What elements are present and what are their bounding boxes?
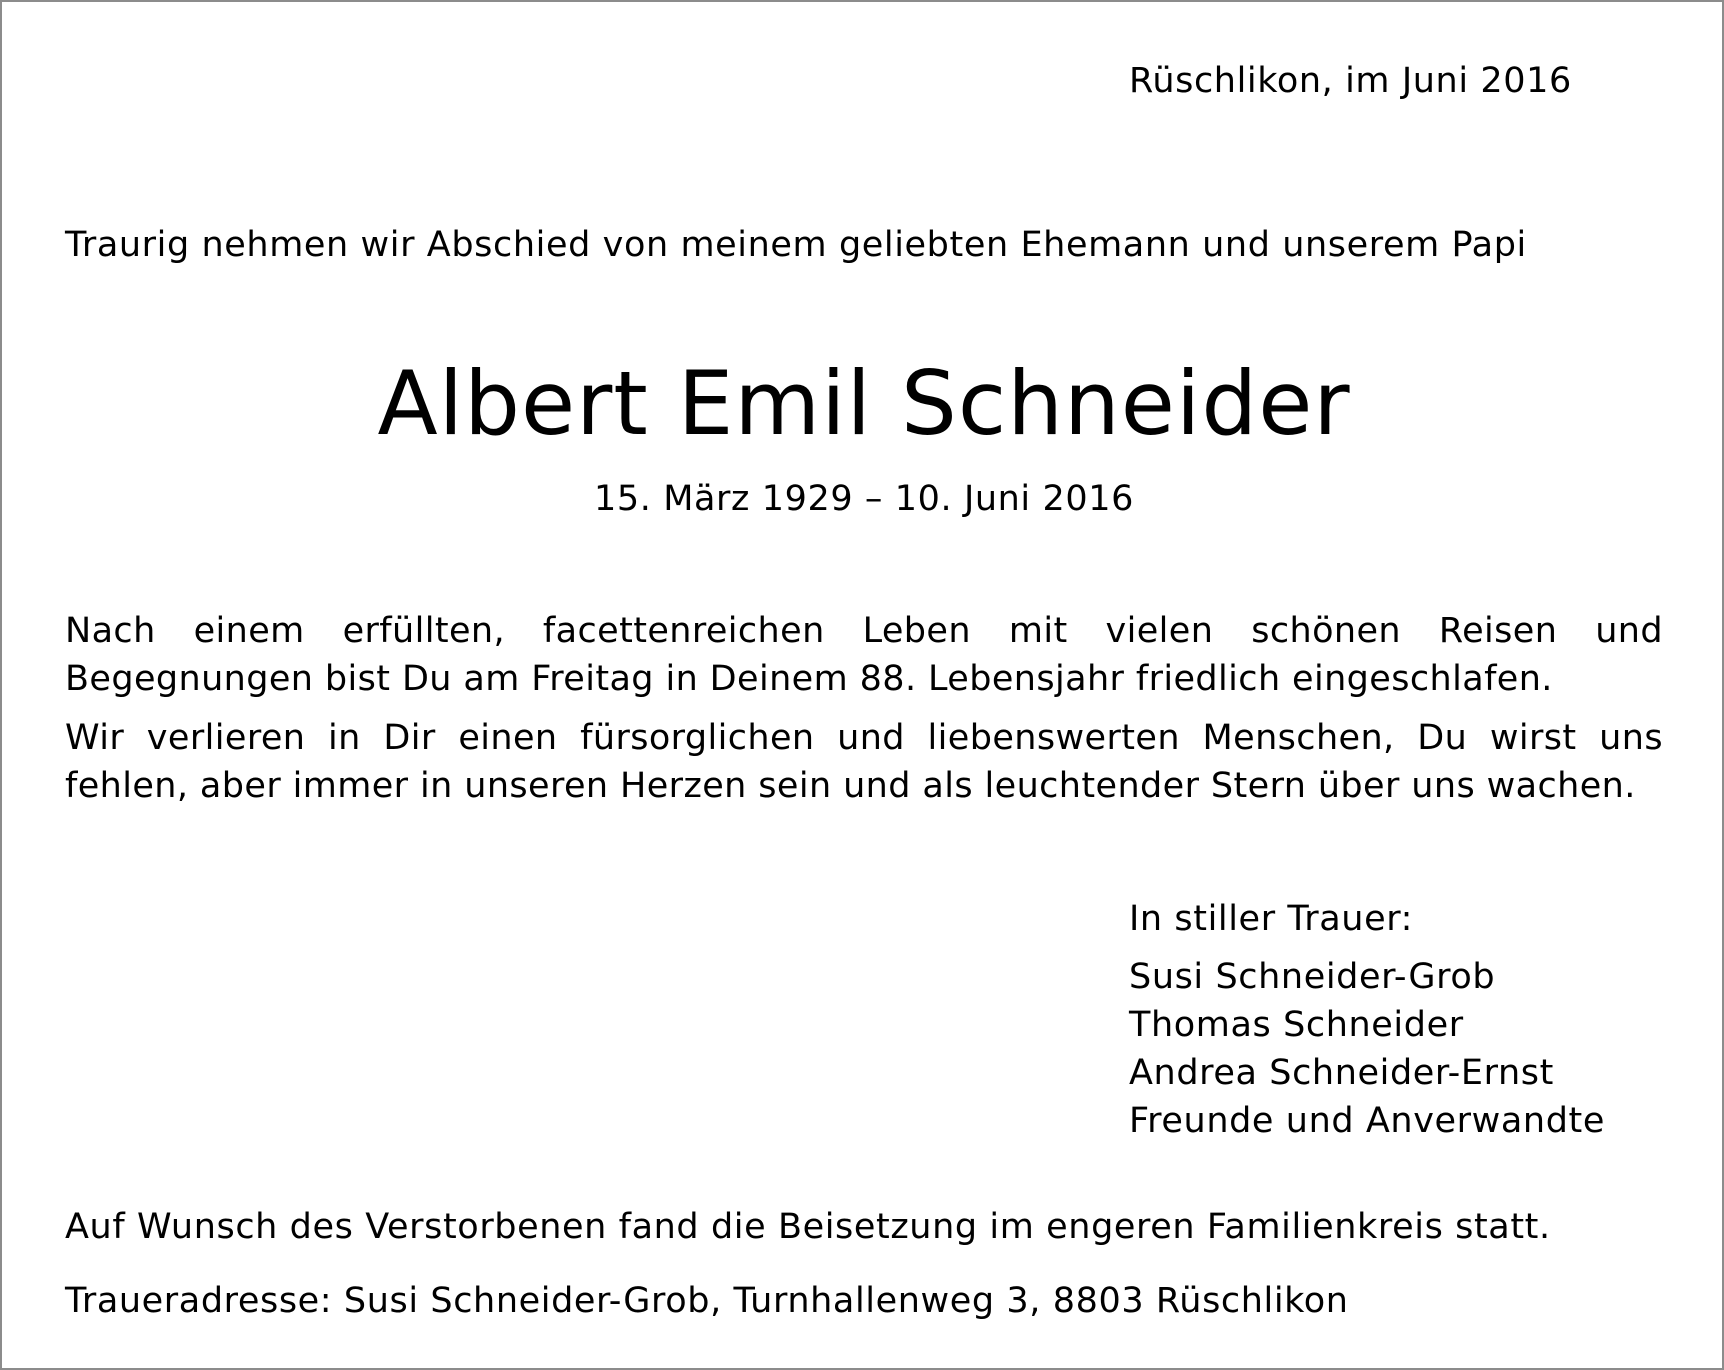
mourner-name: Susi Schneider-Grob: [1129, 957, 1496, 997]
mourning-address: Traueradresse: Susi Schneider-Grob, Turnhallenweg 3, 8803 Rüschlikon: [65, 1281, 1349, 1321]
mourner-name: Freunde und Anverwandte: [1129, 1101, 1605, 1141]
intro-text: Traurig nehmen wir Abschied von meinem geliebten Ehemann und unserem Papi: [65, 225, 1527, 265]
memorial-paragraph-1: Nach einem erfüllten, facettenreichen Leben mit vielen schönen Reisen und Begegnungen bist Du am Freitag in Deinem 88. Lebensjahr friedlich eingeschlafen.: [65, 611, 1663, 699]
life-dates: 15. März 1929 – 10. Juni 2016: [594, 479, 1134, 519]
funeral-note: Auf Wunsch des Verstorbenen fand die Beisetzung im engeren Familienkreis statt.: [65, 1207, 1551, 1247]
mourner-name: Andrea Schneider-Ernst: [1129, 1053, 1554, 1093]
mourners-heading: In stiller Trauer:: [1129, 899, 1413, 939]
deceased-name: Albert Emil Schneider: [377, 352, 1351, 455]
mourner-name: Thomas Schneider: [1129, 1005, 1464, 1045]
memorial-paragraph-2: Wir verlieren in Dir einen fürsorglichen und liebenswerten Menschen, Du wirst uns fehlen, aber immer in unseren Herzen sein und als leuchtender Stern über uns wachen.: [65, 718, 1663, 806]
mourners-block: [1129, 895, 1605, 1145]
place-date: Rüschlikon, im Juni 2016: [1129, 61, 1572, 101]
